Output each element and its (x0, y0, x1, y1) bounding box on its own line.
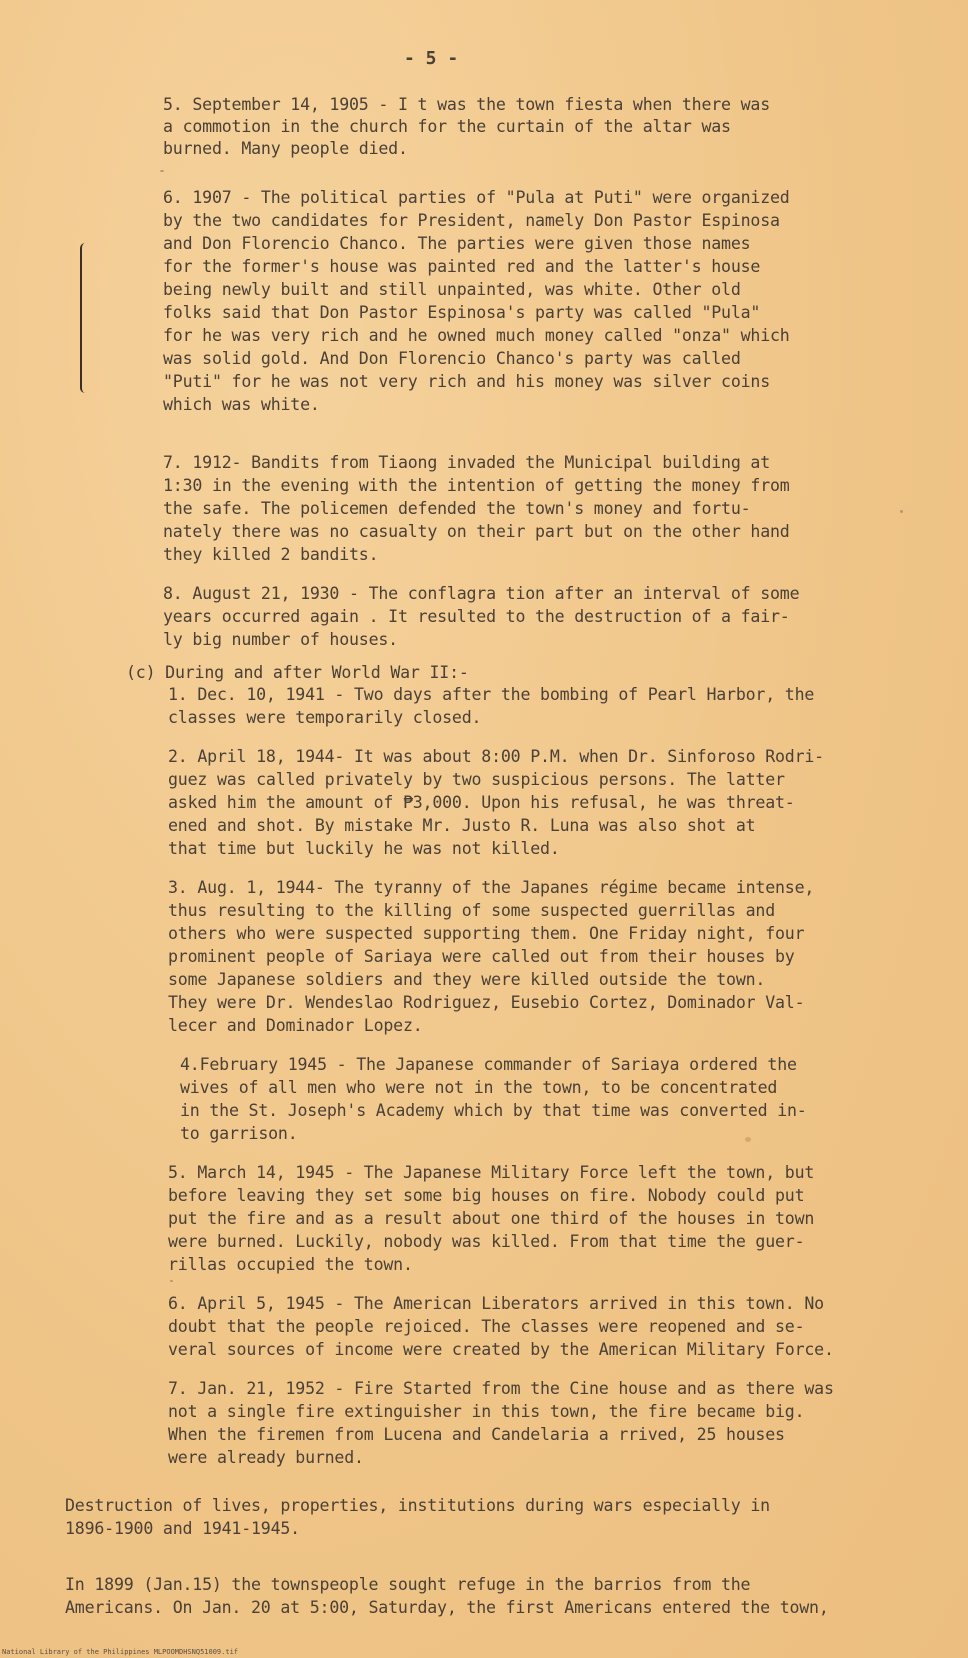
item-c2-line-3: asked him the amount of ₱3,000. Upon his refusal, he was threat- (168, 793, 795, 812)
item-b6-line-2: by the two candidates for President, namely Don Pastor Espinosa (163, 211, 780, 230)
item-b6-line-9: "Puti" for he was not very rich and his money was silver coins (163, 372, 770, 391)
item-c4-line-1: 4.February 1945 - The Japanese commander of Sariaya ordered the (180, 1055, 797, 1074)
item-c4-line-2: wives of all men who were not in the town, to be concentrated (180, 1078, 778, 1097)
section-c-heading: (c) During and after World War II:- (126, 663, 469, 682)
item-c3-line-4: prominent people of Sariaya were called out from their houses by (168, 947, 795, 966)
item-b6-line-8: was solid gold. And Don Florencio Chanco's party was called (163, 349, 741, 368)
item-c4-line-3: in the St. Joseph's Academy which by that time was converted in- (180, 1101, 807, 1120)
item-c6-line-3: veral sources of income were created by the American Military Force. (168, 1340, 834, 1359)
item-c5-line-5: rillas occupied the town. (168, 1255, 413, 1274)
item-b6-line-3: and Don Florencio Chanco. The parties were given those names (163, 234, 751, 253)
item-b7-line-5: they killed 2 bandits. (163, 545, 379, 564)
item-c3-line-6: They were Dr. Wendeslao Rodriguez, Eusebio Cortez, Dominador Val- (168, 993, 805, 1012)
destruction-heading-line-1: Destruction of lives, properties, institutions during wars especially in (65, 1496, 770, 1515)
destruction-heading-line-2: 1896-1900 and 1941-1945. (65, 1519, 300, 1538)
item-c5-line-2: before leaving they set some big houses on fire. Nobody could put (168, 1186, 805, 1205)
item-c3-line-7: lecer and Dominador Lopez. (168, 1016, 423, 1035)
item-b8-line-3: ly big number of houses. (163, 630, 398, 649)
scan-speck (160, 170, 164, 172)
item-c5-line-3: put the fire and as a result about one third of the houses in town (168, 1209, 815, 1228)
item-c2-line-4: ened and shot. By mistake Mr. Justo R. Luna was also shot at (168, 816, 756, 835)
item-b5-line-2: a commotion in the church for the curtain of the altar was (163, 117, 731, 136)
item-b5-line-1: 5. September 14, 1905 - I t was the town fiesta when there was (163, 95, 770, 114)
archive-footer: National Library of the Philippines MLPOOMDHSNQ51009.tif (2, 1648, 239, 1656)
margin-bracket-mark (80, 243, 85, 393)
item-b7-line-1: 7. 1912- Bandits from Tiaong invaded the Municipal building at (163, 453, 770, 472)
item-c2-line-1: 2. April 18, 1944- It was about 8:00 P.M. when Dr. Sinforoso Rodri- (168, 747, 824, 766)
item-c2-line-2: guez was called privately by two suspicious persons. The latter (168, 770, 785, 789)
item-b6-line-7: for he was very rich and he owned much money called "onza" which (163, 326, 790, 345)
item-c2-line-5: that time but luckily he was not killed. (168, 839, 560, 858)
item-b6-line-5: being newly built and still unpainted, was white. Other old (163, 280, 741, 299)
item-c5-line-1: 5. March 14, 1945 - The Japanese Military Force left the town, but (168, 1163, 815, 1182)
item-b6-line-6: folks said that Don Pastor Espinosa's party was called "Pula" (163, 303, 761, 322)
item-c6-line-2: doubt that the people rejoiced. The classes were reopened and se- (168, 1317, 805, 1336)
item-b7-line-4: nately there was no casualty on their part but on the other hand (163, 522, 790, 541)
item-c1-line-2: classes were temporarily closed. (168, 708, 482, 727)
item-c1-line-1: 1. Dec. 10, 1941 - Two days after the bombing of Pearl Harbor, the (168, 685, 815, 704)
item-c3-line-3: others who were suspected supporting them. One Friday night, four (168, 924, 805, 943)
scan-speck (170, 1280, 173, 1282)
scan-speck (745, 1137, 751, 1142)
item-b5-line-3: burned. Many people died. (163, 139, 408, 158)
item-c4-line-4: to garrison. (180, 1124, 298, 1143)
item-c3-line-2: thus resulting to the killing of some suspected guerrillas and (168, 901, 775, 920)
item-b6-line-10: which was white. (163, 395, 320, 414)
item-b6-line-1: 6. 1907 - The political parties of "Pula at Puti" were organized (163, 188, 790, 207)
item-b7-line-2: 1:30 in the evening with the intention of getting the money from (163, 476, 790, 495)
item-b8-line-2: years occurred again . It resulted to the destruction of a fair- (163, 607, 790, 626)
item-c7-line-1: 7. Jan. 21, 1952 - Fire Started from the Cine house and as there was (168, 1379, 834, 1398)
item-c7-line-2: not a single fire extinguisher in this town, the fire became big. (168, 1402, 805, 1421)
item-c3-line-5: some Japanese soldiers and they were killed outside the town. (168, 970, 766, 989)
item-b7-line-3: the safe. The policemen defended the town's money and fortu- (163, 499, 751, 518)
item-c6-line-1: 6. April 5, 1945 - The American Liberators arrived in this town. No (168, 1294, 824, 1313)
scan-speck (900, 510, 903, 513)
item-b6-line-4: for the former's house was painted red and the latter's house (163, 257, 761, 276)
item-b8-line-1: 8. August 21, 1930 - The conflagra tion after an interval of some (163, 584, 800, 603)
item-c7-line-3: When the firemen from Lucena and Candelaria a rrived, 25 houses (168, 1425, 785, 1444)
final-paragraph-line-1: In 1899 (Jan.15) the townspeople sought refuge in the barrios from the (65, 1575, 751, 1594)
item-c5-line-4: were burned. Luckily, nobody was killed. From that time the guer- (168, 1232, 805, 1251)
page-number: - 5 - (404, 48, 459, 69)
item-c3-line-1: 3. Aug. 1, 1944- The tyranny of the Japanes régime became intense, (168, 878, 815, 897)
final-paragraph-line-2: Americans. On Jan. 20 at 5:00, Saturday, the first Americans entered the town, (65, 1598, 829, 1617)
item-c7-line-4: were already burned. (168, 1448, 364, 1467)
